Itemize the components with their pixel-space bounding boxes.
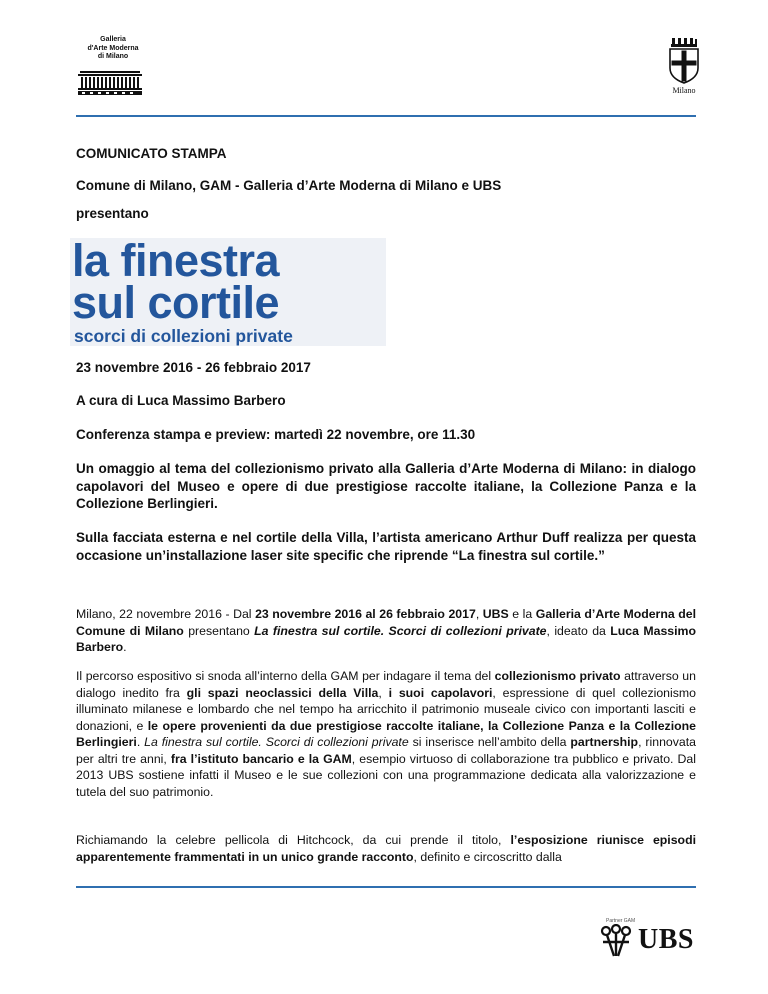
text-run-bold: i suoi capolavori xyxy=(388,685,493,700)
text-run: . xyxy=(136,735,145,749)
text-run-bold: collezionismo privato xyxy=(494,669,621,683)
text-run: , xyxy=(378,685,389,700)
text-run: si inserisce nell’ambito della xyxy=(408,735,571,749)
exhibition-title-line-2: sul cortile xyxy=(72,277,280,328)
text-run: . xyxy=(123,640,127,654)
text-run: , esempio virtuoso di collaborazione tra pubblico e privato. Dal 2013 UBS sostiene infatti il Museo e le sue collezioni con una programmazione dedicata alla valorizzazione e tutela del suo patrimonio. xyxy=(76,751,696,799)
top-divider xyxy=(76,115,696,117)
text-run-bold: partnership xyxy=(570,735,639,749)
text-run: , espressione di quel collezionismo illuminato milanese e lombardo che nel tempo ha arricchito il patrimonio museale civico con importanti lasciti e donazioni, e xyxy=(76,685,696,733)
gam-logo-text xyxy=(80,36,146,62)
exhibition-subtitle: scorci di collezioni private xyxy=(74,326,293,346)
body-paragraph-3 xyxy=(76,832,696,865)
text-run-bold: 23 novembre 2016 al 26 febbraio 2017 xyxy=(255,607,476,621)
ubs-wordmark: UBS xyxy=(638,924,694,955)
press-release-label: COMUNICATO STAMPA xyxy=(76,146,227,161)
text-run: , rinnovata per altri tre anni, xyxy=(76,735,696,766)
milano-crest-icon xyxy=(667,38,701,84)
gam-building-icon xyxy=(78,69,142,95)
text-run-bold: Galleria d’Arte Moderna del Comune di Milano xyxy=(76,607,696,638)
gam-logo-line: di Milano xyxy=(97,53,129,60)
text-run: , xyxy=(475,607,483,621)
gam-logo-line: d'Arte Moderna xyxy=(87,44,139,52)
intro-paragraph-2: Sulla facciata esterna e nel cortile della Villa, l’artista americano Arthur Duff realizza per questa occasione un’installazione laser site specific che riprende “La finestra sul cortile.” xyxy=(76,530,696,563)
text-run: attraverso un dialogo inedito fra xyxy=(76,669,696,700)
text-run: Il percorso espositivo si snoda all’interno della GAM per indagare il tema del xyxy=(76,669,495,683)
intro-paragraph-1: Un omaggio al tema del collezionismo privato alla Galleria d’Arte Moderna di Milano: in dialogo capolavori del Museo e opere di due prestigiose raccolte italiane, la Collezione Panza e la Collezione Berlingieri. xyxy=(76,461,696,511)
text-run-bold: le opere provenienti da due prestigiose raccolte italiane, la Collezione Panza e la Collezione Berlingieri xyxy=(76,718,696,749)
text-run-bold: l’esposizione riunisce episodi apparentemente frammentati in un unico grande racconto xyxy=(76,833,697,864)
body-paragraph-2 xyxy=(76,668,696,800)
text-run-bold: fra l’istituto bancario e la GAM xyxy=(170,751,352,766)
text-run-bold: gli spazi neoclassici della Villa xyxy=(186,685,379,700)
exhibition-title-line-1: la finestra xyxy=(72,235,280,286)
ubs-keys-icon xyxy=(598,924,634,958)
text-run: Milano, 22 novembre 2016 - Dal xyxy=(76,607,256,621)
gam-logo-line: Galleria xyxy=(100,36,126,43)
text-run-bold: Luca Massimo Barbero xyxy=(76,623,696,654)
curator-line: A cura di Luca Massimo Barbero xyxy=(76,393,286,408)
milano-logo-label: Milano xyxy=(672,86,696,95)
text-run-bold: UBS xyxy=(482,607,509,621)
presentano-line: presentano xyxy=(76,206,149,221)
organizers-line: Comune di Milano, GAM - Galleria d’Arte Moderna di Milano e UBS xyxy=(76,178,502,193)
partner-label: Partner GAM xyxy=(606,918,636,924)
body-paragraph-1 xyxy=(76,606,696,656)
text-run: presentano xyxy=(183,623,255,638)
text-run-italic: La finestra sul cortile. Scorci di collezioni private xyxy=(144,735,409,749)
text-run-bold-italic: La finestra sul cortile. Scorci di collezioni private xyxy=(254,623,547,638)
text-run: e la xyxy=(508,607,536,621)
text-run: Richiamando la celebre pellicola di Hitchcock, da cui prende il titolo, xyxy=(76,833,511,847)
press-conference-line: Conferenza stampa e preview: martedì 22 novembre, ore 11.30 xyxy=(76,427,476,442)
text-run: , ideato da xyxy=(546,623,611,638)
text-run: , definito e circoscritto dalla xyxy=(413,849,562,864)
exhibition-dates: 23 novembre 2016 - 26 febbraio 2017 xyxy=(76,360,311,375)
bottom-divider xyxy=(76,886,696,888)
